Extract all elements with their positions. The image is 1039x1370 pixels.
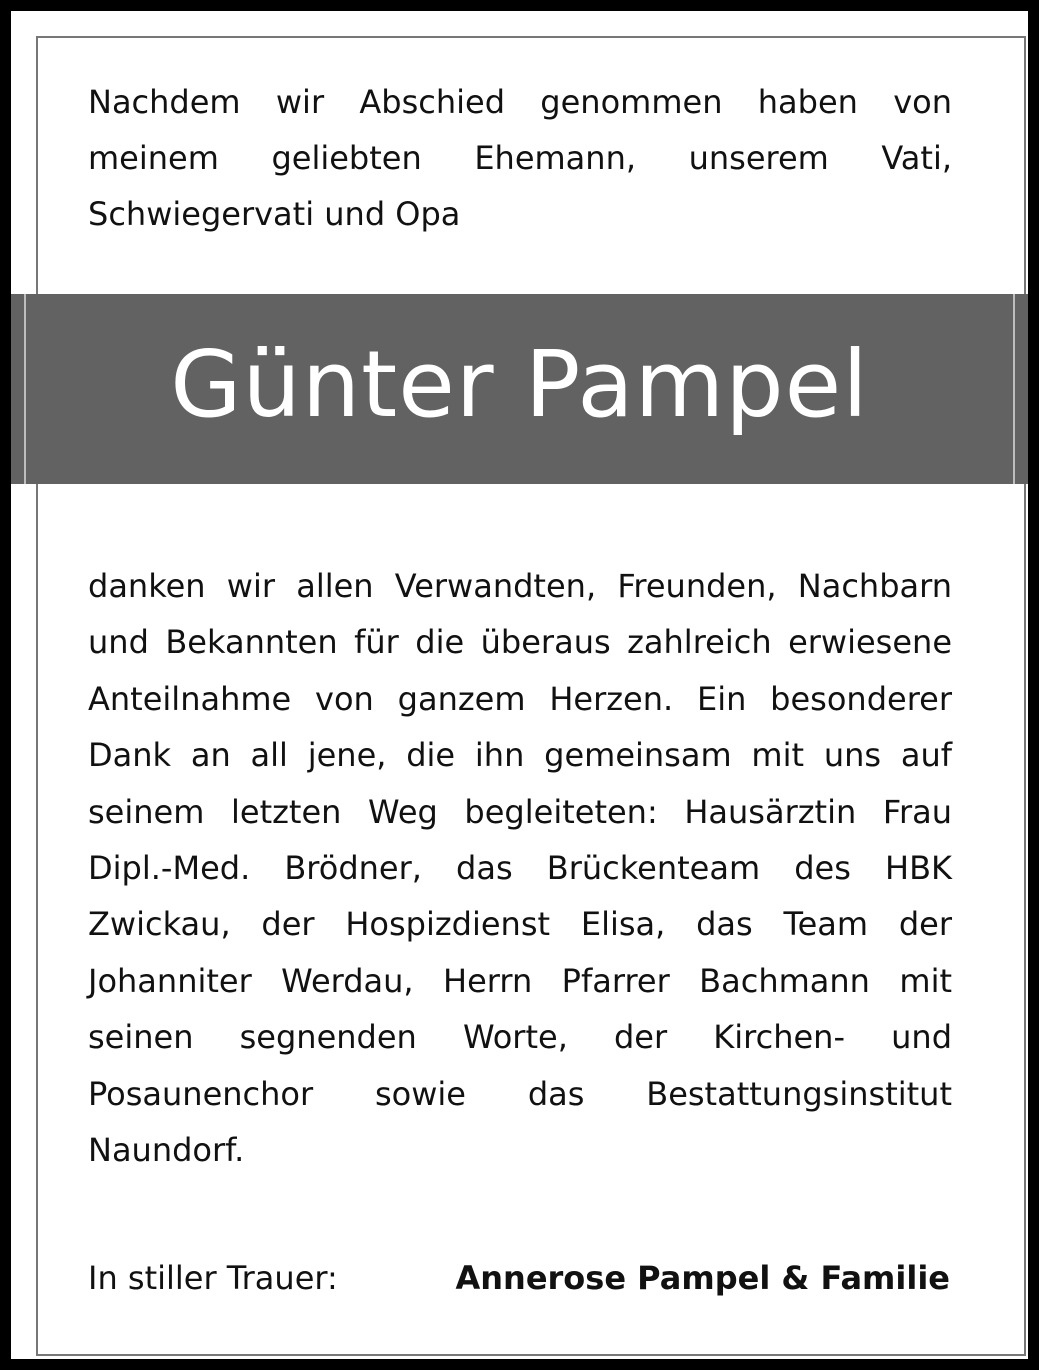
deceased-name: Günter Pampel (170, 330, 869, 438)
thanks-text: danken wir allen Verwandten, Freunden, Nachbarn und Bekannten für die überaus zahlreich erwiesene Anteilnahme von ganzem Herzen. Ein besonderer Dank an all jene, die ihn gemeinsam mit uns auf seinem letzten Weg begleiteten: Hausärztin Frau Dipl.-Med. Brödner, das Brückenteam des HBK Zwickau, der Hospizdienst Elisa, das Team der Johanniter Werdau, Herrn Pfarrer Bachmann mit seinen segnenden Worte, der Kirchen- und Posaunenchor sowie das Bestattungsinstitut Naundorf. (88, 567, 952, 1170)
name-band (11, 294, 1028, 484)
intro-text: Nachdem wir Abschied genommen haben von meinem geliebten Ehemann, unserem Vati, Schwiegervati und Opa (88, 83, 952, 233)
closing-label: In stiller Trauer: (88, 1259, 338, 1297)
closing-family: Annerose Pampel & Familie (455, 1259, 950, 1297)
closing-line (88, 1250, 952, 1306)
